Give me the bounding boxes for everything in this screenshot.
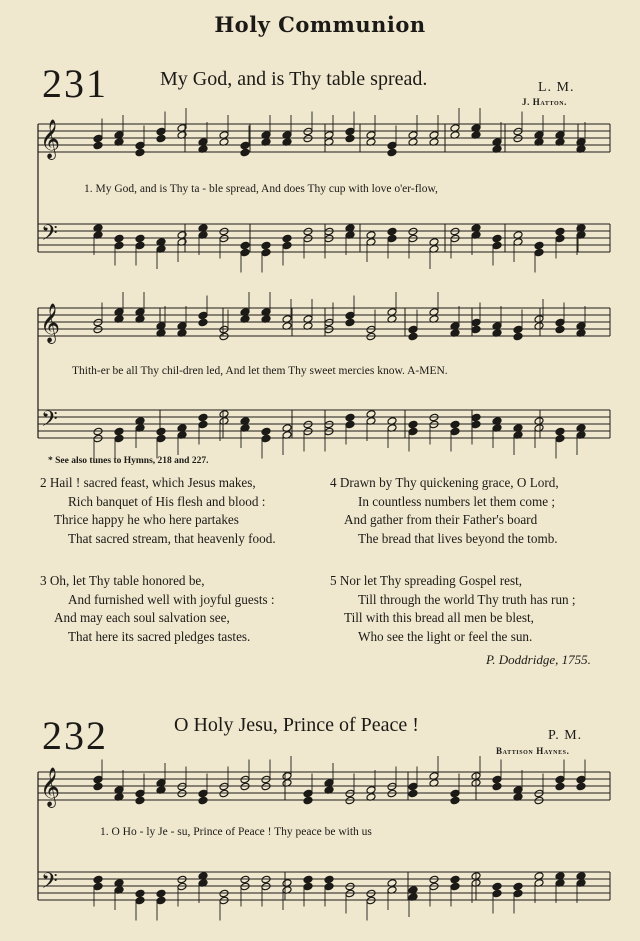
note-head xyxy=(450,789,460,798)
note-head xyxy=(408,234,418,243)
note-head xyxy=(303,789,313,798)
note-head xyxy=(303,427,313,436)
note-head xyxy=(513,889,523,898)
note-head xyxy=(114,427,124,436)
note-head xyxy=(471,420,481,429)
note-head xyxy=(219,234,229,243)
note-head xyxy=(303,227,313,236)
verse xyxy=(330,474,559,548)
note-head xyxy=(429,882,439,891)
note-head xyxy=(219,227,229,236)
note-head xyxy=(240,882,250,891)
note-head xyxy=(534,789,544,798)
note-head xyxy=(534,796,544,805)
verse-line: That sacred stream, that heavenly food. xyxy=(68,530,276,546)
note-head xyxy=(303,796,313,805)
note-head xyxy=(219,889,229,898)
note-head xyxy=(114,434,124,443)
note-head xyxy=(345,318,355,327)
note-head xyxy=(240,875,250,884)
note-head xyxy=(261,875,271,884)
note-head xyxy=(429,420,439,429)
note-head xyxy=(219,789,229,798)
note-head xyxy=(492,882,502,891)
note-head xyxy=(492,234,502,243)
note-head xyxy=(555,325,565,334)
verse-line: In countless numbers let them come ; xyxy=(358,493,556,509)
note-head xyxy=(114,234,124,243)
note-head xyxy=(324,234,334,243)
note-head xyxy=(513,882,523,891)
note-head xyxy=(303,127,313,136)
note-head xyxy=(198,318,208,327)
verse-line: Nor let Thy spreading Gospel rest, xyxy=(339,573,523,588)
verse-line: That here its sacred pledges tastes. xyxy=(68,628,251,644)
note-head xyxy=(156,134,166,143)
note-head xyxy=(408,782,418,791)
verse-number: 4 xyxy=(330,475,337,490)
note-head xyxy=(576,782,586,791)
lyrics-line: 1. My God, and is Thy ta - ble spread, And does Thy cup with love o'er-flow, xyxy=(84,183,438,195)
note-head xyxy=(366,332,376,341)
note-head xyxy=(429,413,439,422)
note-head xyxy=(93,325,103,334)
note-head xyxy=(261,241,271,250)
note-head xyxy=(114,241,124,250)
note-head xyxy=(198,311,208,320)
note-head xyxy=(219,325,229,334)
note-head xyxy=(450,420,460,429)
note-head xyxy=(303,420,313,429)
note-head xyxy=(555,775,565,784)
note-head xyxy=(219,896,229,905)
note-head xyxy=(261,775,271,784)
note-head xyxy=(282,241,292,250)
note-head xyxy=(408,325,418,334)
note-head xyxy=(156,889,166,898)
note-head xyxy=(198,789,208,798)
note-head xyxy=(408,420,418,429)
bass-clef: 𝄢 xyxy=(41,221,58,251)
note-head xyxy=(366,896,376,905)
note-head xyxy=(387,141,397,150)
note-head xyxy=(492,775,502,784)
note-head xyxy=(156,434,166,443)
lyrics-line: 1. O Ho - ly Je - su, Prince of Peace ! Thy peace be with us xyxy=(100,826,372,838)
note-head xyxy=(555,318,565,327)
verse-line: Till through the world Thy truth has run ; xyxy=(358,591,576,607)
note-head xyxy=(387,789,397,798)
treble-clef: 𝄞 xyxy=(40,767,61,807)
note-head xyxy=(324,420,334,429)
note-head xyxy=(555,234,565,243)
note-head xyxy=(387,782,397,791)
note-head xyxy=(261,427,271,436)
hymn-number: 232 xyxy=(42,713,108,758)
note-head xyxy=(93,427,103,436)
note-head xyxy=(93,782,103,791)
note-head xyxy=(387,227,397,236)
hymn-author: P. Doddridge, 1755. xyxy=(486,652,591,667)
verse-line: Till with this bread all men be blest, xyxy=(344,610,534,625)
note-head xyxy=(345,134,355,143)
hymn-number: 231 xyxy=(42,61,108,106)
note-head xyxy=(408,227,418,236)
hymn-composer: Battison Haynes. xyxy=(496,746,570,756)
note-head xyxy=(156,127,166,136)
note-head xyxy=(93,882,103,891)
note-head xyxy=(408,332,418,341)
note-head xyxy=(555,434,565,443)
bass-clef: 𝄢 xyxy=(41,869,58,899)
note-head xyxy=(345,420,355,429)
note-head xyxy=(366,889,376,898)
note-head xyxy=(324,318,334,327)
verse xyxy=(40,474,276,548)
note-head xyxy=(303,875,313,884)
note-head xyxy=(240,141,250,150)
verse-line: The bread that lives beyond the tomb. xyxy=(358,530,558,546)
note-head xyxy=(513,127,523,136)
note-head xyxy=(303,134,313,143)
note-head xyxy=(240,782,250,791)
note-head xyxy=(324,325,334,334)
note-head xyxy=(513,332,523,341)
note-head xyxy=(555,227,565,236)
treble-clef: 𝄞 xyxy=(40,119,61,159)
note-head xyxy=(135,889,145,898)
note-head xyxy=(450,875,460,884)
note-head xyxy=(135,796,145,805)
note-head xyxy=(93,318,103,327)
note-head xyxy=(513,325,523,334)
note-head xyxy=(303,234,313,243)
verse-number: 3 xyxy=(40,573,47,588)
note-head xyxy=(324,875,334,884)
note-head xyxy=(177,789,187,798)
verse-line: And may each soul salvation see, xyxy=(54,610,230,625)
hymn-composer: J. Hatton. xyxy=(522,97,568,107)
verse xyxy=(330,572,576,646)
note-head xyxy=(240,775,250,784)
note-head xyxy=(450,882,460,891)
verse-line: And gather from their Father's board xyxy=(344,512,538,527)
note-head xyxy=(177,875,187,884)
verse-number: 2 xyxy=(40,475,47,490)
note-head xyxy=(282,234,292,243)
note-head xyxy=(534,241,544,250)
note-head xyxy=(471,413,481,422)
hymn-meter: P. M. xyxy=(548,728,583,743)
note-head xyxy=(177,782,187,791)
note-head xyxy=(93,875,103,884)
treble-clef: 𝄞 xyxy=(40,303,61,343)
verse-line: Oh, let Thy table honored be, xyxy=(49,573,205,588)
note-head xyxy=(513,134,523,143)
note-head xyxy=(135,896,145,905)
note-head xyxy=(177,882,187,891)
footnote: * See also tunes to Hymns, 218 and 227. xyxy=(48,456,209,466)
note-head xyxy=(198,796,208,805)
note-head xyxy=(555,782,565,791)
note-head xyxy=(135,789,145,798)
note-head xyxy=(198,420,208,429)
note-head xyxy=(261,248,271,257)
note-head xyxy=(345,311,355,320)
note-head xyxy=(408,789,418,798)
verse-line: Drawn by Thy quickening grace, O Lord, xyxy=(339,475,559,490)
note-head xyxy=(219,782,229,791)
bass-clef: 𝄢 xyxy=(41,407,58,437)
note-head xyxy=(471,325,481,334)
note-head xyxy=(492,241,502,250)
note-head xyxy=(450,227,460,236)
note-head xyxy=(387,148,397,157)
note-head xyxy=(345,796,355,805)
note-head xyxy=(93,775,103,784)
note-head xyxy=(324,227,334,236)
verse-number: 5 xyxy=(330,573,337,588)
note-head xyxy=(219,332,229,341)
note-head xyxy=(408,427,418,436)
note-head xyxy=(93,434,103,443)
note-head xyxy=(450,796,460,805)
note-head xyxy=(240,248,250,257)
note-head xyxy=(387,234,397,243)
note-head xyxy=(345,789,355,798)
note-head xyxy=(156,427,166,436)
verse-line: Hail ! sacred feast, which Jesus makes, xyxy=(49,475,256,490)
note-head xyxy=(429,875,439,884)
verse-line: And furnished well with joyful guests : xyxy=(68,591,275,607)
hymn-title: My God, and is Thy table spread. xyxy=(160,68,428,90)
note-head xyxy=(261,782,271,791)
note-head xyxy=(261,434,271,443)
note-head xyxy=(555,427,565,436)
note-head xyxy=(450,234,460,243)
note-head xyxy=(198,413,208,422)
verse-line: Who see the light or feel the sun. xyxy=(358,628,533,644)
note-head xyxy=(240,241,250,250)
note-head xyxy=(261,882,271,891)
note-head xyxy=(345,413,355,422)
note-head xyxy=(135,234,145,243)
note-head xyxy=(471,318,481,327)
note-head xyxy=(135,241,145,250)
note-head xyxy=(93,141,103,150)
verse-line: Thrice happy he who here partakes xyxy=(54,512,239,527)
note-head xyxy=(492,782,502,791)
note-head xyxy=(345,127,355,136)
note-head xyxy=(492,889,502,898)
verse-line: Rich banquet of His flesh and blood : xyxy=(68,493,266,509)
note-head xyxy=(366,325,376,334)
note-head xyxy=(576,775,586,784)
note-head xyxy=(135,141,145,150)
note-head xyxy=(303,882,313,891)
note-head xyxy=(450,427,460,436)
note-head xyxy=(324,882,334,891)
note-head xyxy=(156,896,166,905)
note-head xyxy=(534,248,544,257)
note-head xyxy=(93,134,103,143)
verse xyxy=(40,572,275,646)
note-head xyxy=(345,889,355,898)
page-header: Holy Communion xyxy=(214,12,426,37)
hymn-meter: L. M. xyxy=(538,80,575,95)
hymn-title: O Holy Jesu, Prince of Peace ! xyxy=(174,714,419,736)
note-head xyxy=(135,148,145,157)
note-head xyxy=(345,882,355,891)
note-head xyxy=(240,148,250,157)
lyrics-line: Thith-er be all Thy chil-dren led, And let them Thy sweet mercies know. A-MEN. xyxy=(72,365,448,377)
note-head xyxy=(324,427,334,436)
